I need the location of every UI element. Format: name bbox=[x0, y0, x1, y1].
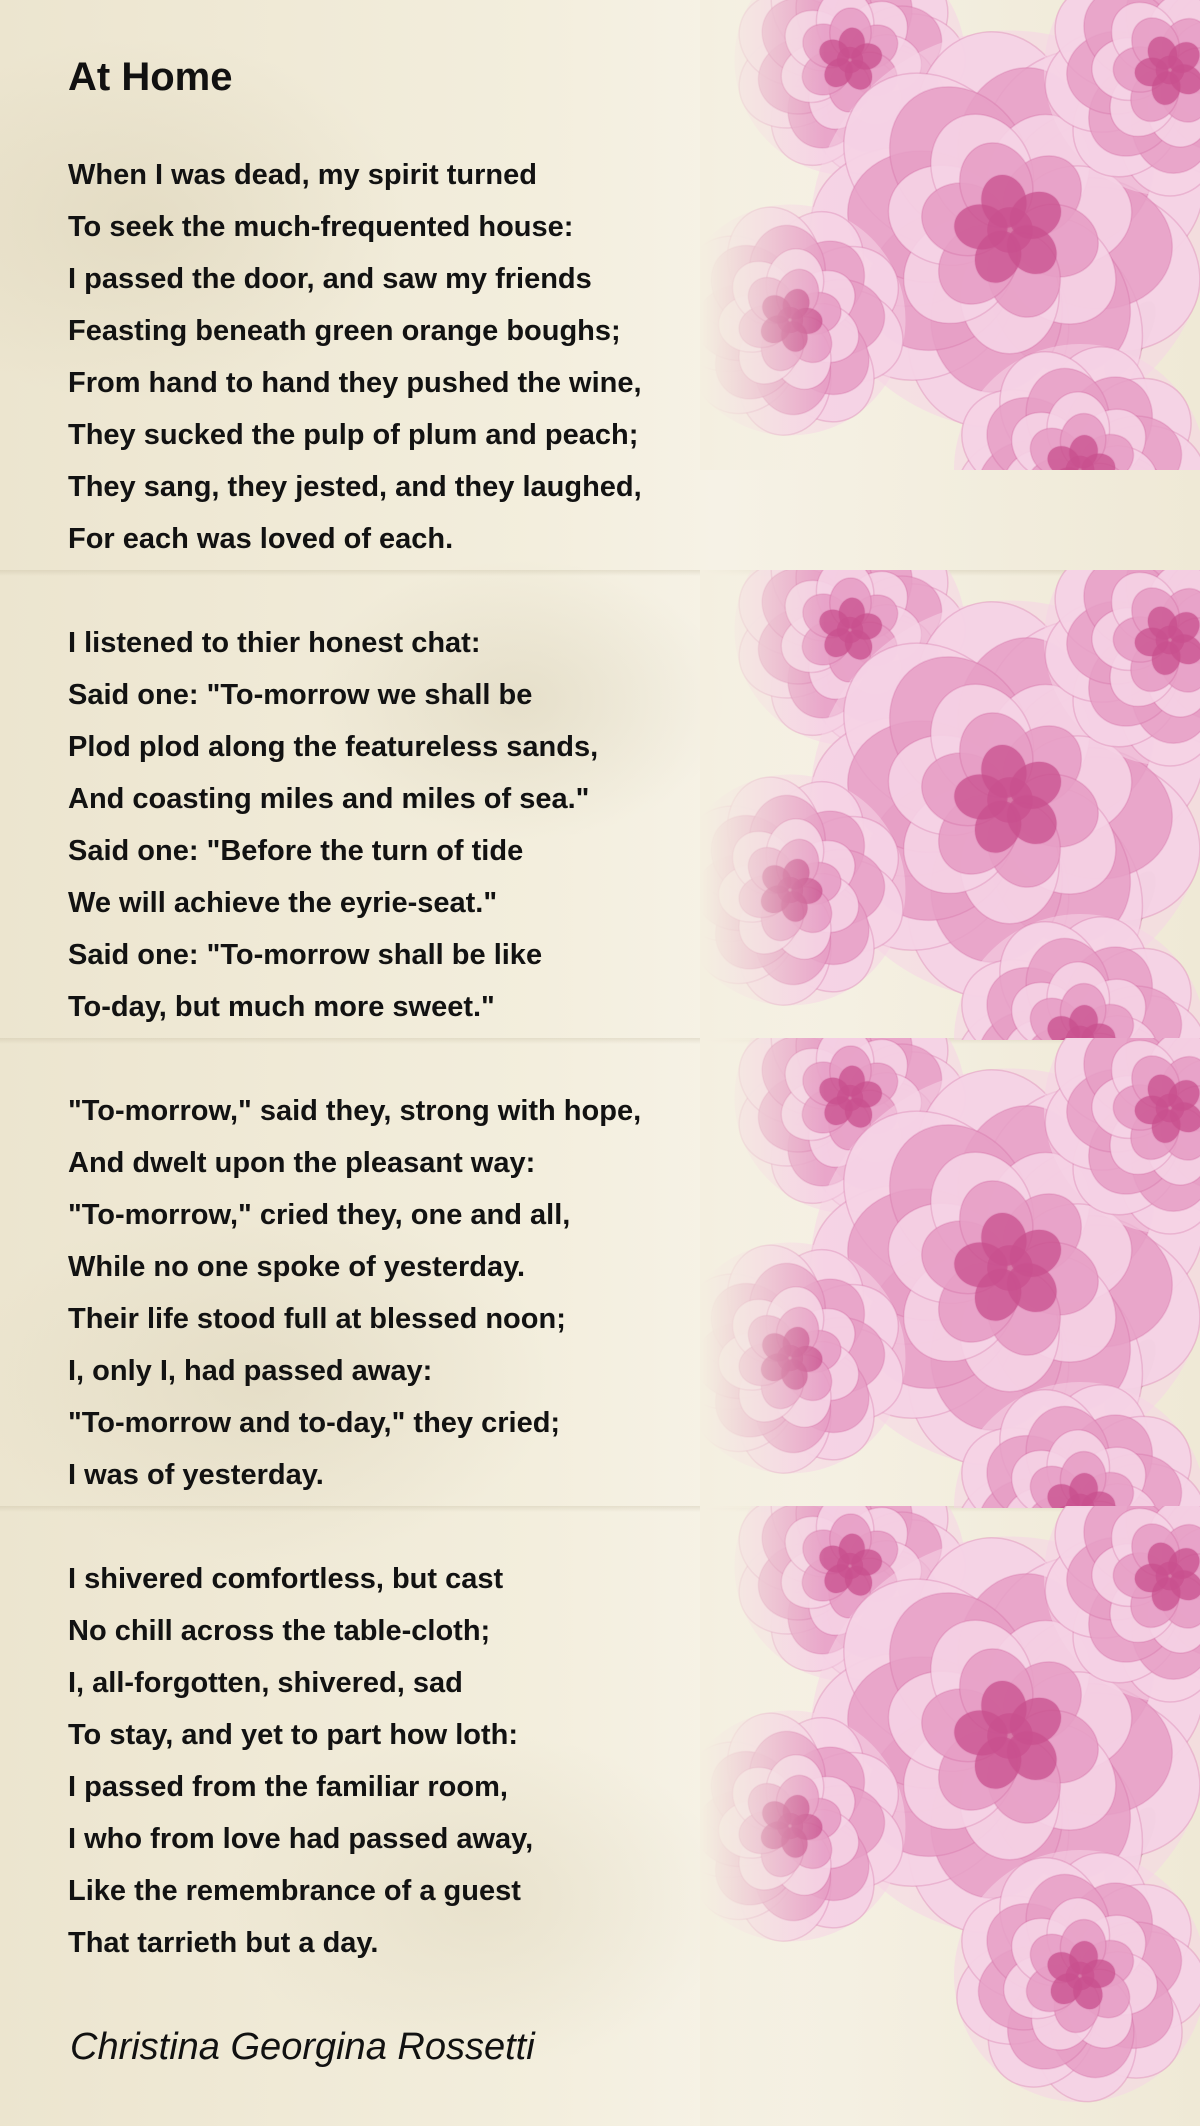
poem-line: Said one: "Before the turn of tide bbox=[68, 835, 524, 867]
poem-line: While no one spoke of yesterday. bbox=[68, 1251, 526, 1283]
flower-decoration bbox=[700, 0, 1200, 470]
poem-line: When I was dead, my spirit turned bbox=[68, 159, 537, 191]
poem-line: To-day, but much more sweet." bbox=[68, 991, 495, 1023]
poem-line: From hand to hand they pushed the wine, bbox=[68, 367, 642, 399]
poem-line: "To-morrow," said they, strong with hope, bbox=[68, 1095, 642, 1127]
poem-line: I was of yesterday. bbox=[68, 1459, 324, 1491]
poem-line: Said one: "To-morrow we shall be bbox=[68, 679, 533, 711]
poem-line: I who from love had passed away, bbox=[68, 1823, 534, 1855]
poem-line: Feasting beneath green orange boughs; bbox=[68, 315, 621, 347]
poem-line: "To-morrow," cried they, one and all, bbox=[68, 1199, 571, 1231]
poem-line: I passed from the familiar room, bbox=[68, 1771, 508, 1803]
poem-line: And dwelt upon the pleasant way: bbox=[68, 1147, 536, 1179]
poem-line: They sang, they jested, and they laughed, bbox=[68, 471, 642, 503]
poem-line: I shivered comfortless, but cast bbox=[68, 1563, 504, 1595]
poem-line: We will achieve the eyrie-seat." bbox=[68, 887, 498, 919]
poem-line: And coasting miles and miles of sea." bbox=[68, 783, 590, 815]
poem-line: That tarrieth but a day. bbox=[68, 1927, 379, 1959]
flower-bouquet-icon bbox=[700, 0, 1200, 470]
poem-line: I, only I, had passed away: bbox=[68, 1355, 433, 1387]
stanza-3 bbox=[68, 1085, 641, 1501]
flower-decoration bbox=[700, 1506, 1200, 2126]
stanza-4 bbox=[68, 1553, 533, 1969]
flower-bouquet-icon bbox=[700, 1506, 1200, 2126]
poem-line: I listened to thier honest chat: bbox=[68, 627, 481, 659]
poem-line: They sucked the pulp of plum and peach; bbox=[68, 419, 639, 451]
poem-line: Said one: "To-morrow shall be like bbox=[68, 939, 543, 971]
poem-line: To seek the much-frequented house: bbox=[68, 211, 574, 243]
flower-bouquet-icon bbox=[700, 1038, 1200, 1508]
stanza-2 bbox=[68, 617, 598, 1033]
poem-line: I, all-forgotten, shivered, sad bbox=[68, 1667, 463, 1699]
poem-line: To stay, and yet to part how loth: bbox=[68, 1719, 519, 1751]
poem-line: Plod plod along the featureless sands, bbox=[68, 731, 599, 763]
poem-line: Their life stood full at blessed noon; bbox=[68, 1303, 566, 1335]
poem-line: Like the remembrance of a guest bbox=[68, 1875, 521, 1907]
flower-decoration bbox=[700, 1038, 1200, 1508]
poem-line: For each was loved of each. bbox=[68, 523, 454, 555]
poem-line: "To-morrow and to-day," they cried; bbox=[68, 1407, 561, 1439]
flower-bouquet-icon bbox=[700, 570, 1200, 1040]
flower-decoration bbox=[700, 570, 1200, 1040]
poem-author: Christina Georgina Rossetti bbox=[70, 2026, 535, 2068]
poem-line: I passed the door, and saw my friends bbox=[68, 263, 592, 295]
poem-line: No chill across the table-cloth; bbox=[68, 1615, 491, 1647]
poem-title: At Home bbox=[68, 55, 233, 99]
stanza-1 bbox=[68, 149, 642, 565]
